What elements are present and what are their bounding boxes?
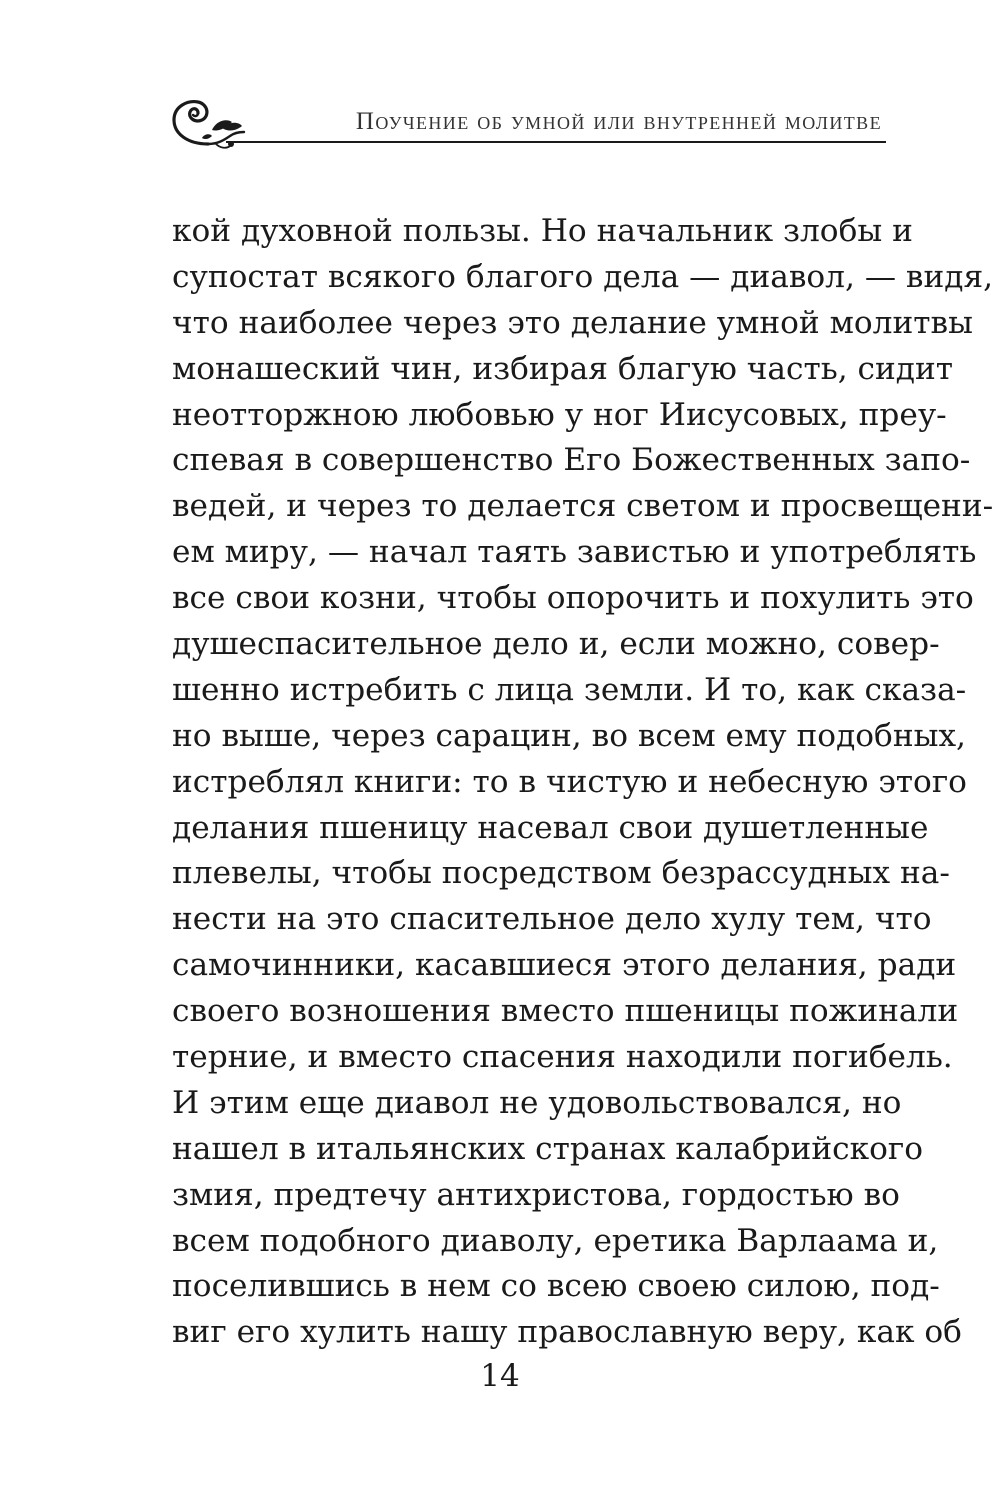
text-line: делания пшеницу насевал свои душетленные	[172, 809, 929, 846]
text-line: монашеский чин, избирая благую часть, сидит	[172, 350, 954, 387]
text-line: ведей, и через то делается светом и просвещени-	[172, 488, 994, 525]
text-line: терние, и вместо спасения находили погибель.	[172, 1039, 953, 1076]
text-line: поселившись в нем со всею своею силою, под-	[172, 1268, 940, 1305]
text-line: самочинники, касавшиеся этого делания, ради	[172, 947, 957, 984]
text-line: своего возношения вместо пшеницы пожинали	[172, 993, 959, 1030]
text-line: нашел в итальянских странах калабрийского	[172, 1130, 923, 1167]
text-line: что наиболее через это делание умной молитвы	[172, 304, 973, 341]
text-line: но выше, через сарацин, во всем ему подобных,	[172, 717, 966, 754]
page-number: 14	[480, 1358, 520, 1394]
text-line: всем подобного диаволу, еретика Варлаама и,	[172, 1222, 939, 1259]
text-line: плевелы, чтобы посредством безрассудных на-	[172, 855, 950, 892]
text-line: змия, предтечу антихристова, гордостью во	[172, 1176, 900, 1213]
text-line: все свои козни, чтобы опорочить и похулить это	[172, 580, 974, 617]
text-line: супостат всякого благого дела — диавол, — видя,	[172, 258, 994, 295]
running-head	[168, 92, 886, 152]
text-line: виг его хулить нашу православную веру, как об	[172, 1314, 962, 1351]
text-line: истреблял книги: то в чистую и небесную этого	[172, 763, 967, 800]
text-line: кой духовной пользы. Но начальник злобы и	[172, 213, 913, 249]
text-line: спевая в совершенство Его Божественных запо-	[172, 442, 971, 479]
header-rule	[226, 141, 886, 143]
text-line: неотторжною любовью у ног Иисусовых, преу-	[172, 396, 947, 433]
text-line: шенно истребить с лица земли. И то, как сказа-	[172, 671, 967, 708]
text-line: душеспасительное дело и, если можно, совер-	[172, 626, 940, 663]
body-text	[172, 209, 994, 1356]
text-line: ем миру, — начал таять завистью и употреблять	[172, 534, 977, 571]
text-line: И этим еще диавол не удовольствовался, но	[172, 1084, 902, 1121]
running-title: Поучение об умной или внутренней молитве	[355, 108, 882, 135]
text-line: нести на это спасительное дело хулу тем, что	[172, 901, 932, 938]
